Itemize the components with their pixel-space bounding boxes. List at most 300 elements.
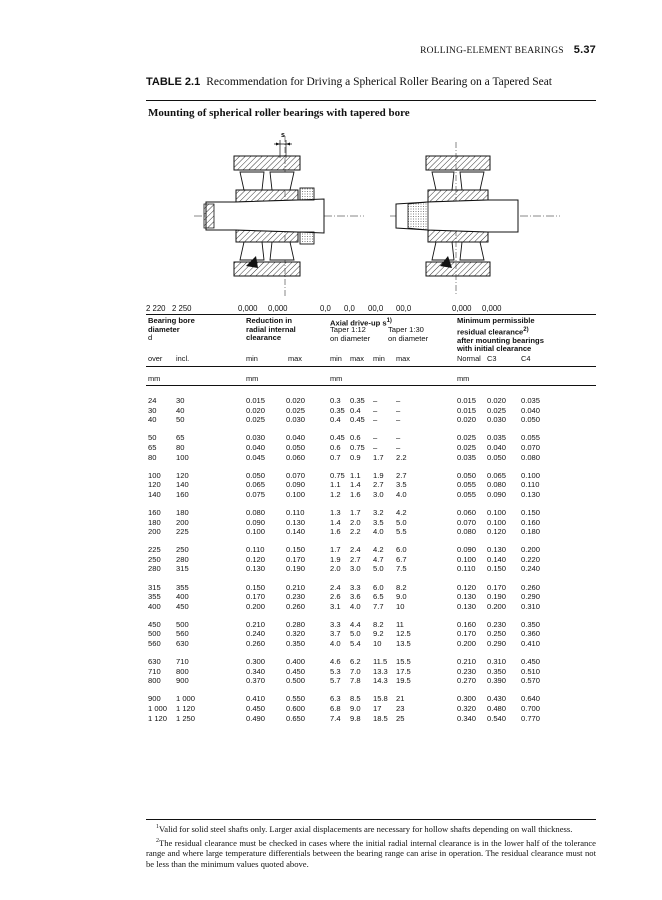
table-cell: 900 <box>148 694 161 704</box>
bar-code: 0,0 <box>320 304 331 313</box>
table-cell: 6.0 <box>396 545 407 555</box>
table-cell: 2.7 <box>373 480 384 490</box>
table-cell: 6.5 <box>373 592 384 602</box>
sub-header: C3 <box>487 354 497 363</box>
table-cell: – <box>373 405 378 415</box>
footnote-2 <box>146 836 596 870</box>
table-cell: 15.8 <box>373 694 388 704</box>
table-cell: 0.650 <box>286 713 306 723</box>
sub-header: min <box>246 354 258 363</box>
table-cell: 3.0 <box>373 489 384 499</box>
table-cell: 7.5 <box>396 564 407 574</box>
table-cell: 0.75 <box>350 442 365 452</box>
footnote-1 <box>146 822 596 835</box>
table-cell: 13.3 <box>373 666 388 676</box>
table-cell: 0.310 <box>487 657 507 667</box>
table-cell: 0.045 <box>246 452 266 462</box>
sub-header: min <box>330 354 342 363</box>
table-cell: 0.570 <box>521 676 541 686</box>
table-cell: 0.090 <box>246 517 266 527</box>
table-cell: 30 <box>176 396 185 405</box>
table-cell: 0.110 <box>246 545 265 555</box>
taper-12-line: Taper 1:12 <box>330 325 366 334</box>
table-cell: 7.4 <box>330 713 341 723</box>
table-cell: 1.9 <box>330 554 341 564</box>
table-cell: 0.200 <box>246 601 266 611</box>
table-cell: 0.270 <box>457 676 477 686</box>
table-cell: 0.400 <box>286 657 306 667</box>
bar-code: 2 250 <box>172 304 192 313</box>
table-cell: 0.260 <box>246 639 266 648</box>
table-cell: 400 <box>176 592 189 602</box>
residual-header-line: Minimum permissible <box>457 316 535 325</box>
table-cell: 0.050 <box>246 470 266 480</box>
table-cell: 4.7 <box>373 554 384 564</box>
units-rule <box>146 385 596 386</box>
table-cell: 0.600 <box>286 704 306 713</box>
table-cell: 0.360 <box>521 629 541 639</box>
residual-header-line: residual clearance <box>457 327 524 337</box>
table-cell: 0.040 <box>521 405 541 415</box>
table-cell: 6.3 <box>330 694 341 704</box>
bar-code: 00,0 <box>396 304 412 313</box>
taper-12-line: on diameter <box>330 333 371 343</box>
table-cell: 1.4 <box>350 480 361 490</box>
table-cell: 0.3 <box>330 396 341 405</box>
table-cell: 2.7 <box>350 554 361 564</box>
table-cell: 1.6 <box>350 489 361 499</box>
table-cell: 0.035 <box>487 433 507 443</box>
bar-code: 0,0 <box>344 304 355 313</box>
table-cell: 800 <box>176 666 189 676</box>
table-cell: 0.300 <box>457 694 477 704</box>
table-cell: 180 <box>148 517 161 527</box>
table-cell: 9.0 <box>396 592 407 602</box>
table-cell: 25 <box>396 713 405 723</box>
table-cell: 21 <box>396 694 405 704</box>
table-cell: 3.7 <box>330 629 341 639</box>
table-cell: 0.230 <box>286 592 306 602</box>
sub-header: max <box>288 354 302 363</box>
table-cell: 0.040 <box>487 442 507 452</box>
table-cell: 0.310 <box>521 601 541 611</box>
table-cell: 3.0 <box>350 564 361 574</box>
table-cell: 0.100 <box>286 489 306 499</box>
table-cell: 225 <box>176 527 189 537</box>
table-cell: 0.260 <box>521 582 541 592</box>
table-cell: 0.7 <box>330 452 341 462</box>
bearing-diagram <box>194 128 560 300</box>
bearing-left <box>194 132 364 296</box>
table-cell: 6.2 <box>350 657 361 667</box>
table-cell: 0.290 <box>521 592 541 602</box>
table-cell: 100 <box>176 452 189 462</box>
table-cell: 1 120 <box>176 704 196 713</box>
table-cell: 0.240 <box>246 629 266 639</box>
table-cell: 0.110 <box>521 480 540 490</box>
table-cell: 0.100 <box>457 554 477 564</box>
table-cell: 0.090 <box>457 545 477 555</box>
table-cell: 4.4 <box>350 619 361 629</box>
taper-30-line: on diameter <box>388 333 429 343</box>
running-head-title: ROLLING-ELEMENT BEARINGS <box>420 46 564 56</box>
table-cell: 250 <box>148 554 161 564</box>
table-cell: 0.150 <box>487 564 507 574</box>
table-cell: 0.35 <box>350 396 365 405</box>
table-cell: 0.150 <box>286 545 306 555</box>
table-cell: 0.050 <box>457 470 477 480</box>
table-cell: 0.070 <box>521 442 541 452</box>
table-cell: 0.170 <box>246 592 266 602</box>
table-cell: 0.035 <box>457 452 477 462</box>
table-cell: 0.280 <box>286 619 306 629</box>
table-cell: 0.370 <box>246 676 266 686</box>
table-cell: 2.0 <box>330 564 341 574</box>
bar-code: 0,000 <box>452 304 472 313</box>
table-cell: 1.4 <box>330 517 341 527</box>
table-cell: 0.025 <box>457 433 477 443</box>
table-cell: 0.070 <box>457 517 477 527</box>
table-cell: 0.540 <box>487 713 507 723</box>
bore-header-line: d <box>148 333 153 343</box>
table-cell: 0.050 <box>521 415 541 425</box>
table-cell: 160 <box>148 507 161 517</box>
table-cell: 0.020 <box>487 396 507 405</box>
table-cell: 4.0 <box>330 639 341 648</box>
table-cell: 120 <box>148 480 161 490</box>
table-cell: 3.2 <box>373 507 384 517</box>
table-cell: 0.350 <box>487 666 507 676</box>
table-cell: 80 <box>148 452 157 462</box>
table-cell: 0.050 <box>286 442 306 452</box>
table-cell: 0.015 <box>457 396 477 405</box>
table-cell: 0.480 <box>487 704 507 713</box>
table-cell: – <box>373 415 378 425</box>
table-cell: – <box>396 396 401 405</box>
table-cell: 0.030 <box>286 415 306 425</box>
table-cell: 0.055 <box>521 433 541 443</box>
table-cell: 200 <box>148 527 161 537</box>
table-cell: 0.700 <box>521 704 541 713</box>
bar-code: 0,000 <box>482 304 502 313</box>
unit-label: mm <box>246 374 259 383</box>
table-cell: 0.090 <box>487 489 507 499</box>
table-cell: 0.080 <box>487 480 507 490</box>
table-cell: 400 <box>148 601 161 611</box>
reduction-header-line: radial internal <box>246 324 296 334</box>
table-cell: 0.35 <box>330 405 345 415</box>
table-cell: 4.6 <box>330 657 341 667</box>
table-cell: 0.320 <box>286 629 306 639</box>
table-cell: 0.055 <box>457 480 477 490</box>
table-cell: 0.210 <box>457 657 477 667</box>
table-cell: 1.1 <box>350 470 361 480</box>
table-cell: 0.120 <box>246 554 266 564</box>
table-cell: 0.450 <box>521 657 541 667</box>
taper-12-header <box>330 326 370 343</box>
table-cell: 0.9 <box>350 452 361 462</box>
table-cell: 0.130 <box>521 489 541 499</box>
table-cell: 0.025 <box>457 442 477 452</box>
table-cell: 0.250 <box>487 629 507 639</box>
table-cell: 0.040 <box>286 433 306 443</box>
footnote-mark: 1 <box>156 824 159 830</box>
reduction-header <box>246 317 296 343</box>
table-cell: 0.350 <box>286 639 306 648</box>
table-cell: 450 <box>148 619 161 629</box>
table-cell: 1.7 <box>350 507 361 517</box>
table-cell: 8.5 <box>350 694 361 704</box>
table-cell: 0.220 <box>521 554 541 564</box>
bar-code: 0,000 <box>238 304 258 313</box>
table-cell: 0.510 <box>521 666 541 676</box>
table-cell: 5.0 <box>350 629 361 639</box>
table-cell: 17 <box>373 704 382 713</box>
table-cell: 0.550 <box>286 694 306 704</box>
table-cell: 4.0 <box>373 527 384 537</box>
table-cell: 0.260 <box>286 601 306 611</box>
footnote-text: The residual clearance must be checked in cases where the initial radial internal clearance is in the lower half of the tolerance range and where large temperature differentials between the bearing range can arise in operation. The residual clearance must not be less than the minimum values quoted above. <box>146 837 596 870</box>
reduction-header-line: clearance <box>246 333 282 343</box>
table-cell: 0.020 <box>246 405 266 415</box>
table-cell: 1.1 <box>330 480 341 490</box>
table-cell: 0.75 <box>330 470 345 480</box>
table-cell: 710 <box>148 666 161 676</box>
table-cell: – <box>373 433 378 443</box>
table-cell: 0.020 <box>286 396 306 405</box>
table-cell: 0.080 <box>246 507 266 517</box>
footnote-ref: 1) <box>386 318 392 324</box>
table-cell: 10 <box>396 601 405 611</box>
table-cell: 9.0 <box>350 704 361 713</box>
table-cell: 630 <box>148 657 161 667</box>
table-cell: 2.2 <box>350 527 361 537</box>
table-cell: 0.180 <box>521 527 541 537</box>
table-cell: 0.065 <box>246 480 266 490</box>
table-cell: 0.110 <box>457 564 476 574</box>
table-cell: 0.060 <box>457 507 477 517</box>
table-cell: 5.5 <box>396 527 407 537</box>
table-cell: 0.050 <box>487 452 507 462</box>
table-cell: 2.4 <box>330 582 341 592</box>
bar-code: 00,0 <box>368 304 384 313</box>
table-cell: 80 <box>176 442 185 452</box>
table-cell: 0.640 <box>521 694 541 704</box>
table-cell: 1 000 <box>176 694 196 704</box>
table-cell: 9.8 <box>350 713 361 723</box>
table-cell: 0.070 <box>286 470 306 480</box>
running-head <box>146 44 596 58</box>
table-cell: 14.3 <box>373 676 388 686</box>
table-cell: 0.770 <box>521 713 541 723</box>
table-cell: 0.210 <box>286 582 306 592</box>
table-cell: 0.055 <box>457 489 477 499</box>
table-cell: 355 <box>148 592 161 602</box>
table-cell: 0.340 <box>457 713 477 723</box>
table-cell: 710 <box>176 657 189 667</box>
table-cell: 630 <box>176 639 189 648</box>
section-title: Mounting of spherical roller bearings with tapered bore <box>148 107 410 119</box>
header-top-rule <box>146 314 596 315</box>
table-cell: 0.065 <box>487 470 507 480</box>
table-title: Recommendation for Driving a Spherical Roller Bearing on a Tapered Seat <box>206 76 552 88</box>
table-cell: 23 <box>396 704 405 713</box>
table-cell: 200 <box>176 517 189 527</box>
axial-header-title: Axial drive-up s <box>330 318 387 328</box>
table-cell: 0.450 <box>286 666 306 676</box>
table-cell: 0.090 <box>286 480 306 490</box>
table-cell: 0.490 <box>246 713 266 723</box>
table-cell: 355 <box>176 582 189 592</box>
table-cell: 5.3 <box>330 666 341 676</box>
table-cell: 0.140 <box>487 554 507 564</box>
table-cell: 3.6 <box>350 592 361 602</box>
table-cell: 1.9 <box>373 470 384 480</box>
table-cell: 0.210 <box>246 619 266 629</box>
table-cell: 3.1 <box>330 601 341 611</box>
table-cell: 315 <box>176 564 189 574</box>
table-cell: 1.2 <box>330 489 341 499</box>
residual-header-line: after mounting bearings <box>457 335 544 345</box>
table-cell: 0.170 <box>457 629 477 639</box>
table-cell: 0.100 <box>521 470 541 480</box>
table-label: TABLE 2.1 <box>146 76 201 88</box>
table-cell: 1 000 <box>148 704 168 713</box>
table-cell: 0.230 <box>457 666 477 676</box>
table-cell: 280 <box>176 554 189 564</box>
table-cell: 0.500 <box>286 676 306 686</box>
table-cell: 1 250 <box>176 713 196 723</box>
table-cell: 15.5 <box>396 657 411 667</box>
sub-header: Normal <box>457 354 481 363</box>
table-cell: 0.300 <box>246 657 266 667</box>
table-cell: 4.2 <box>396 507 407 517</box>
table-cell: 65 <box>148 442 157 452</box>
table-cell: 140 <box>176 480 189 490</box>
table-cell: 17.5 <box>396 666 411 676</box>
table-cell: 0.160 <box>457 619 477 629</box>
table-cell: 0.120 <box>487 527 507 537</box>
table-cell: 40 <box>148 415 157 425</box>
table-cell: 4.2 <box>373 545 384 555</box>
table-cell: 0.200 <box>521 545 541 555</box>
table-cell: 13.5 <box>396 639 411 648</box>
taper-30-header <box>388 326 428 343</box>
table-cell: 6.7 <box>396 554 407 564</box>
sub-header: C4 <box>521 354 531 363</box>
table-cell: 30 <box>148 405 157 415</box>
table-cell: 0.035 <box>521 396 541 405</box>
table-cell: 0.075 <box>246 489 266 499</box>
table-cell: 0.170 <box>487 582 507 592</box>
footnote-ref: 2) <box>523 326 529 333</box>
table-cell: 7.0 <box>350 666 361 676</box>
table-cell: 0.015 <box>457 405 477 415</box>
table-cell: 3.5 <box>396 480 407 490</box>
table-cell: 9.2 <box>373 629 384 639</box>
table-cell: 10 <box>373 639 382 648</box>
footnote-text: Valid for solid steel shafts only. Larger axial displacements are necessary for hollow shafts depending on wall thickness. <box>159 823 573 834</box>
table-cell: 1.7 <box>330 545 341 555</box>
table-cell: 2.6 <box>330 592 341 602</box>
table-bottom-rule <box>146 819 596 820</box>
table-cell: 8.2 <box>373 619 384 629</box>
table-cell: 11.5 <box>373 657 388 667</box>
bore-header-line: diameter <box>148 324 180 334</box>
table-cell: 0.100 <box>246 527 266 537</box>
sub-header: min <box>373 354 385 363</box>
table-cell: 0.45 <box>350 415 365 425</box>
table-cell: 0.040 <box>246 442 266 452</box>
bore-header-line: Bearing bore <box>148 316 195 325</box>
table-cell: 0.015 <box>246 396 266 405</box>
table-cell: 6.8 <box>330 704 341 713</box>
bar-code: 2 220 <box>146 304 166 313</box>
table-cell: 5.7 <box>330 676 341 686</box>
table-cell: 0.110 <box>286 507 305 517</box>
table-cell: 5.0 <box>396 517 407 527</box>
table-cell: 0.025 <box>246 415 266 425</box>
table-cell: 0.080 <box>521 452 541 462</box>
table-cell: 0.240 <box>521 564 541 574</box>
table-cell: 1.3 <box>330 507 341 517</box>
table-cell: 0.020 <box>457 415 477 425</box>
table-cell: 0.170 <box>286 554 306 564</box>
table-cell: 18.5 <box>373 713 388 723</box>
dimension-label: s <box>281 132 285 139</box>
table-cell: 140 <box>148 489 161 499</box>
table-cell: 225 <box>148 545 161 555</box>
table-cell: 50 <box>176 415 185 425</box>
table-cell: 0.6 <box>350 433 361 443</box>
table-cell: 2.7 <box>396 470 407 480</box>
table-cell: 0.030 <box>487 415 507 425</box>
table-cell: 11 <box>396 619 404 629</box>
sub-header: max <box>350 354 364 363</box>
footnote-mark: 2 <box>156 837 159 844</box>
table-cell: 0.410 <box>521 639 541 648</box>
table-cell: 12.5 <box>396 629 411 639</box>
table-cell: 0.130 <box>457 592 477 602</box>
bearing-right <box>390 142 560 296</box>
table-cell: 0.230 <box>487 619 507 629</box>
table-cell: 19.5 <box>396 676 411 686</box>
table-caption <box>146 76 596 88</box>
table-cell: 0.4 <box>330 415 341 425</box>
sub-header: incl. <box>176 354 190 363</box>
table-cell: 100 <box>148 470 161 480</box>
table-cell: 0.190 <box>487 592 507 602</box>
table-cell: 800 <box>148 676 161 686</box>
table-cell: 0.140 <box>286 527 306 537</box>
table-cell: 0.150 <box>521 507 541 517</box>
table-cell: 0.410 <box>246 694 266 704</box>
table-cell: 0.450 <box>246 704 266 713</box>
table-cell: 40 <box>176 405 185 415</box>
table-cell: 0.350 <box>521 619 541 629</box>
table-cell: 50 <box>148 433 157 443</box>
table-cell: 0.200 <box>457 639 477 648</box>
table-cell: 1.6 <box>330 527 341 537</box>
table-cell: 0.130 <box>457 601 477 611</box>
sub-header-rule <box>146 366 596 367</box>
table-cell: 0.120 <box>457 582 477 592</box>
table-cell: 0.130 <box>246 564 266 574</box>
reduction-header-line: Reduction in <box>246 316 292 325</box>
sub-header: over <box>148 354 163 363</box>
table-cell: 500 <box>176 619 189 629</box>
table-cell: 1.7 <box>373 452 384 462</box>
